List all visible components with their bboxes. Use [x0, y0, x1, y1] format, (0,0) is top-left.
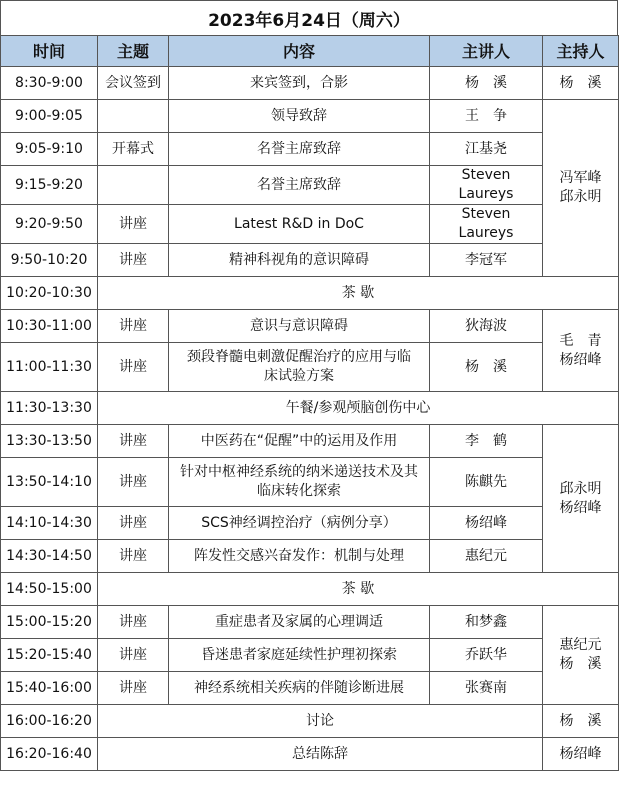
speaker-cell: 张赛南 — [430, 672, 543, 705]
content-cell: Latest R&D in DoC — [169, 205, 430, 244]
speaker-cell: 和梦鑫 — [430, 606, 543, 639]
table-row — [1, 672, 619, 705]
header-theme: 主题 — [98, 36, 169, 67]
table-row — [1, 540, 619, 573]
theme-cell: 讲座 — [98, 205, 169, 244]
break-cell: 茶 歇 — [98, 277, 619, 310]
time-cell: 9:15-9:20 — [1, 166, 98, 205]
speaker-cell: Steven Laureys — [430, 205, 543, 244]
time-cell: 9:50-10:20 — [1, 244, 98, 277]
theme-cell: 讲座 — [98, 310, 169, 343]
content-cell: 来宾签到，合影 — [169, 67, 430, 100]
content-cell: 名誉主席致辞 — [169, 166, 430, 205]
time-cell: 14:50-15:00 — [1, 573, 98, 606]
table-row — [1, 100, 619, 133]
speaker-cell: 杨 溪 — [430, 343, 543, 392]
time-cell: 15:00-15:20 — [1, 606, 98, 639]
theme-cell: 讲座 — [98, 672, 169, 705]
content-cell: 名誉主席致辞 — [169, 133, 430, 166]
table-row — [1, 639, 619, 672]
table-row — [1, 244, 619, 277]
speaker-cell: 王 争 — [430, 100, 543, 133]
table-row — [1, 392, 619, 425]
table-row — [1, 507, 619, 540]
content-cell: 阵发性交感兴奋发作：机制与处理 — [169, 540, 430, 573]
host-cell: 杨 溪 — [543, 705, 619, 738]
table-row — [1, 205, 619, 244]
theme-cell: 讲座 — [98, 458, 169, 507]
schedule-table — [0, 35, 619, 771]
speaker-cell: Steven Laureys — [430, 166, 543, 205]
table-row — [1, 277, 619, 310]
speaker-cell: 乔跃华 — [430, 639, 543, 672]
time-cell: 11:00-11:30 — [1, 343, 98, 392]
time-cell: 14:10-14:30 — [1, 507, 98, 540]
time-cell: 10:20-10:30 — [1, 277, 98, 310]
header-time: 时间 — [1, 36, 98, 67]
speaker-cell: 杨绍峰 — [430, 507, 543, 540]
content-cell: SCS神经调控治疗（病例分享） — [169, 507, 430, 540]
content-cell: 重症患者及家属的心理调适 — [169, 606, 430, 639]
table-row — [1, 133, 619, 166]
header-row — [1, 36, 619, 67]
speaker-cell: 杨 溪 — [430, 67, 543, 100]
table-row — [1, 166, 619, 205]
theme-cell: 会议签到 — [98, 67, 169, 100]
break-cell: 午餐/参观颅脑创伤中心 — [98, 392, 619, 425]
time-cell: 15:20-15:40 — [1, 639, 98, 672]
time-cell: 13:50-14:10 — [1, 458, 98, 507]
time-cell: 9:05-9:10 — [1, 133, 98, 166]
speaker-cell: 惠纪元 — [430, 540, 543, 573]
theme-cell: 讲座 — [98, 540, 169, 573]
time-cell: 8:30-9:00 — [1, 67, 98, 100]
theme-cell: 讲座 — [98, 425, 169, 458]
speaker-cell: 李 鹤 — [430, 425, 543, 458]
host-name: 杨绍峰 — [559, 351, 602, 368]
theme-cell: 讲座 — [98, 507, 169, 540]
table-row — [1, 343, 619, 392]
theme-cell: 开幕式 — [98, 133, 169, 166]
span-cell: 总结陈辞 — [98, 738, 543, 771]
content-cell: 中医药在“促醒”中的运用及作用 — [169, 425, 430, 458]
host-name: 杨 溪 — [559, 656, 602, 672]
span-cell: 讨论 — [98, 705, 543, 738]
table-row — [1, 67, 619, 100]
table-row — [1, 573, 619, 606]
header-host: 主持人 — [543, 36, 619, 67]
host-name: 杨绍峰 — [559, 499, 602, 516]
host-cell — [543, 606, 619, 705]
host-cell: 杨绍峰 — [543, 738, 619, 771]
speaker-cell: 李冠军 — [430, 244, 543, 277]
host-name: 惠纪元 — [559, 637, 602, 653]
host-cell — [543, 425, 619, 573]
host-cell — [543, 100, 619, 277]
speaker-cell: 江基尧 — [430, 133, 543, 166]
time-cell: 9:00-9:05 — [1, 100, 98, 133]
break-cell: 茶 歇 — [98, 573, 619, 606]
time-cell: 16:20-16:40 — [1, 738, 98, 771]
content-cell: 颈段脊髓电刺激促醒治疗的应用与临床试验方案 — [169, 343, 430, 392]
page-title: 2023年6月24日（周六） — [0, 0, 618, 35]
content-cell: 昏迷患者家庭延续性护理初探索 — [169, 639, 430, 672]
time-cell: 13:30-13:50 — [1, 425, 98, 458]
theme-cell: 讲座 — [98, 639, 169, 672]
host-name: 冯军峰 — [559, 170, 602, 186]
time-cell: 16:00-16:20 — [1, 705, 98, 738]
content-cell: 领导致辞 — [169, 100, 430, 133]
table-row — [1, 425, 619, 458]
content-cell: 意识与意识障碍 — [169, 310, 430, 343]
header-speaker: 主讲人 — [430, 36, 543, 67]
table-row — [1, 458, 619, 507]
theme-cell — [98, 166, 169, 205]
table-row — [1, 738, 619, 771]
time-cell: 11:30-13:30 — [1, 392, 98, 425]
content-cell: 针对中枢神经系统的纳米递送技术及其临床转化探索 — [169, 458, 430, 507]
theme-cell: 讲座 — [98, 343, 169, 392]
time-cell: 10:30-11:00 — [1, 310, 98, 343]
host-name: 邱永明 — [559, 480, 602, 497]
theme-cell — [98, 100, 169, 133]
host-cell: 杨 溪 — [543, 67, 619, 100]
speaker-cell: 陈麒先 — [430, 458, 543, 507]
host-name: 邱永明 — [559, 189, 602, 205]
table-row — [1, 705, 619, 738]
content-cell: 精神科视角的意识障碍 — [169, 244, 430, 277]
content-cell: 神经系统相关疾病的伴随诊断进展 — [169, 672, 430, 705]
host-name: 毛 青 — [559, 332, 602, 349]
theme-cell: 讲座 — [98, 244, 169, 277]
time-cell: 15:40-16:00 — [1, 672, 98, 705]
header-content: 内容 — [169, 36, 430, 67]
host-cell — [543, 310, 619, 392]
time-cell: 14:30-14:50 — [1, 540, 98, 573]
theme-cell: 讲座 — [98, 606, 169, 639]
table-row — [1, 606, 619, 639]
speaker-cell: 狄海波 — [430, 310, 543, 343]
time-cell: 9:20-9:50 — [1, 205, 98, 244]
table-row — [1, 310, 619, 343]
